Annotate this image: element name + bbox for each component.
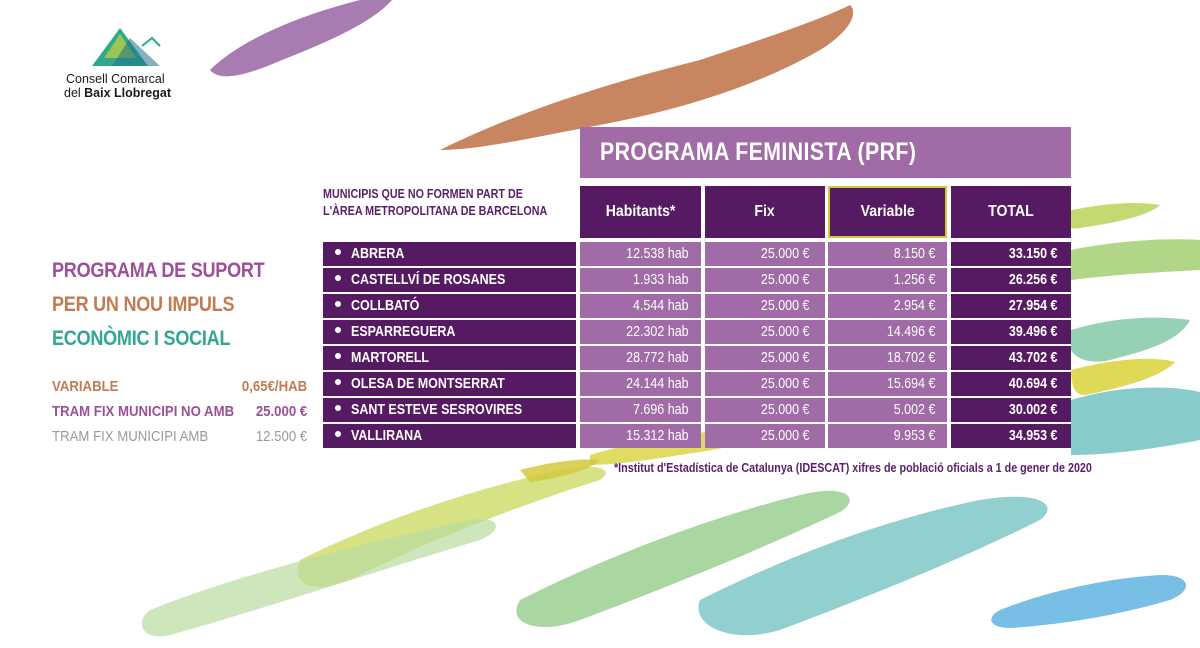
program-title-line1: PROGRAMA DE SUPORT — [52, 259, 265, 282]
variable-cell: 2.954 € — [828, 294, 947, 318]
program-title — [52, 254, 264, 356]
municipality-name: ABRERA — [323, 242, 576, 266]
total-cell: 33.150 € — [951, 242, 1071, 266]
table-row — [323, 242, 1071, 266]
total-cell: 27.954 € — [951, 294, 1071, 318]
purple-brush-stroke — [210, 0, 392, 76]
habitants-cell: 28.772 hab — [580, 346, 701, 370]
rate-label: TRAM FIX MUNICIPI NO AMB — [52, 403, 235, 420]
total-cell: 43.702 € — [951, 346, 1071, 370]
teal-brush-stroke-right — [1071, 318, 1190, 362]
program-title-line3: ECONÒMIC I SOCIAL — [52, 327, 231, 350]
rate-row-fix-no-amb — [52, 399, 307, 424]
variable-cell: 5.002 € — [828, 398, 947, 422]
fix-cell: 25.000 € — [705, 424, 825, 448]
total-cell: 39.496 € — [951, 320, 1071, 344]
caption-line1: MUNICIPIS QUE NO FORMEN PART DE — [323, 187, 523, 201]
municipality-name: ESPARREGUERA — [323, 320, 576, 344]
table-row — [323, 398, 1071, 422]
bullet-icon — [335, 353, 341, 359]
municipality-name: MARTORELL — [323, 346, 576, 370]
logo-text-line1: Consell Comarcal — [66, 72, 165, 86]
rate-value: 0,65€/HAB — [241, 378, 308, 395]
variable-cell: 15.694 € — [828, 372, 947, 396]
bullet-icon — [335, 327, 341, 333]
bullet-icon — [335, 379, 341, 385]
municipality-name: CASTELLVÍ DE ROSANES — [323, 268, 576, 292]
rate-value: 25.000 € — [255, 403, 308, 420]
table-row — [323, 268, 1071, 292]
habitants-cell: 22.302 hab — [580, 320, 701, 344]
municipality-name: SANT ESTEVE SESROVIRES — [323, 398, 576, 422]
habitants-cell: 7.696 hab — [580, 398, 701, 422]
header-habitants: Habitants* — [580, 186, 701, 238]
bullet-icon — [335, 301, 341, 307]
rates-list — [52, 374, 352, 449]
green-brush-stroke-mid — [1071, 239, 1200, 280]
habitants-cell: 12.538 hab — [580, 242, 701, 266]
rate-row-variable — [52, 374, 307, 399]
habitants-cell: 24.144 hab — [580, 372, 701, 396]
municipality-name: VALLIRANA — [323, 424, 576, 448]
source-footnote: *Institut d'Estadística de Catalunya (IDESCAT) xifres de població oficials a 1 de gener de 2020 — [614, 461, 1092, 475]
municipalities-caption — [323, 186, 548, 220]
bullet-icon — [335, 405, 341, 411]
rate-value: 12.500 € — [255, 428, 308, 445]
blue-brush-stroke-bottom-right — [991, 575, 1186, 628]
table-row — [323, 294, 1071, 318]
variable-cell: 8.150 € — [828, 242, 947, 266]
header-total: TOTAL — [951, 186, 1071, 238]
municipality-name: COLLBATÓ — [323, 294, 576, 318]
variable-cell: 18.702 € — [828, 346, 947, 370]
variable-cell: 14.496 € — [828, 320, 947, 344]
header-fix: Fix — [705, 186, 825, 238]
habitants-cell: 4.544 hab — [580, 294, 701, 318]
total-cell: 26.256 € — [951, 268, 1071, 292]
table-row — [323, 424, 1071, 448]
rate-label: VARIABLE — [52, 378, 119, 395]
fix-cell: 25.000 € — [705, 242, 825, 266]
fix-cell: 25.000 € — [705, 346, 825, 370]
bullet-icon — [335, 431, 341, 437]
fix-cell: 25.000 € — [705, 398, 825, 422]
pale-green-brush-stroke — [142, 519, 496, 636]
rate-label: TRAM FIX MUNICIPI AMB — [52, 428, 209, 445]
rate-row-fix-amb — [52, 424, 307, 449]
program-title-line2: PER UN NOU IMPULS — [52, 293, 235, 316]
habitants-cell: 1.933 hab — [580, 268, 701, 292]
table-row — [323, 346, 1071, 370]
municipality-name: OLESA DE MONTSERRAT — [323, 372, 576, 396]
panel-title: PROGRAMA FEMINISTA (PRF) — [580, 127, 1071, 178]
fix-cell: 25.000 € — [705, 320, 825, 344]
total-cell: 40.694 € — [951, 372, 1071, 396]
mountain-logo-icon — [90, 28, 168, 68]
logo-text-line2: del Baix Llobregat — [64, 86, 171, 100]
caption-line2: L'ÀREA METROPOLITANA DE BARCELONA — [323, 204, 548, 218]
total-cell: 30.002 € — [951, 398, 1071, 422]
table-row — [323, 372, 1071, 396]
fix-cell: 25.000 € — [705, 294, 825, 318]
bullet-icon — [335, 249, 341, 255]
header-variable: Variable — [828, 186, 947, 238]
habitants-cell: 15.312 hab — [580, 424, 701, 448]
fix-cell: 25.000 € — [705, 372, 825, 396]
total-cell: 34.953 € — [951, 424, 1071, 448]
table-row — [323, 320, 1071, 344]
variable-cell: 1.256 € — [828, 268, 947, 292]
council-logo — [58, 28, 208, 100]
teal-brush-stroke-lower — [1071, 387, 1200, 455]
bullet-icon — [335, 275, 341, 281]
fix-cell: 25.000 € — [705, 268, 825, 292]
variable-cell: 9.953 € — [828, 424, 947, 448]
